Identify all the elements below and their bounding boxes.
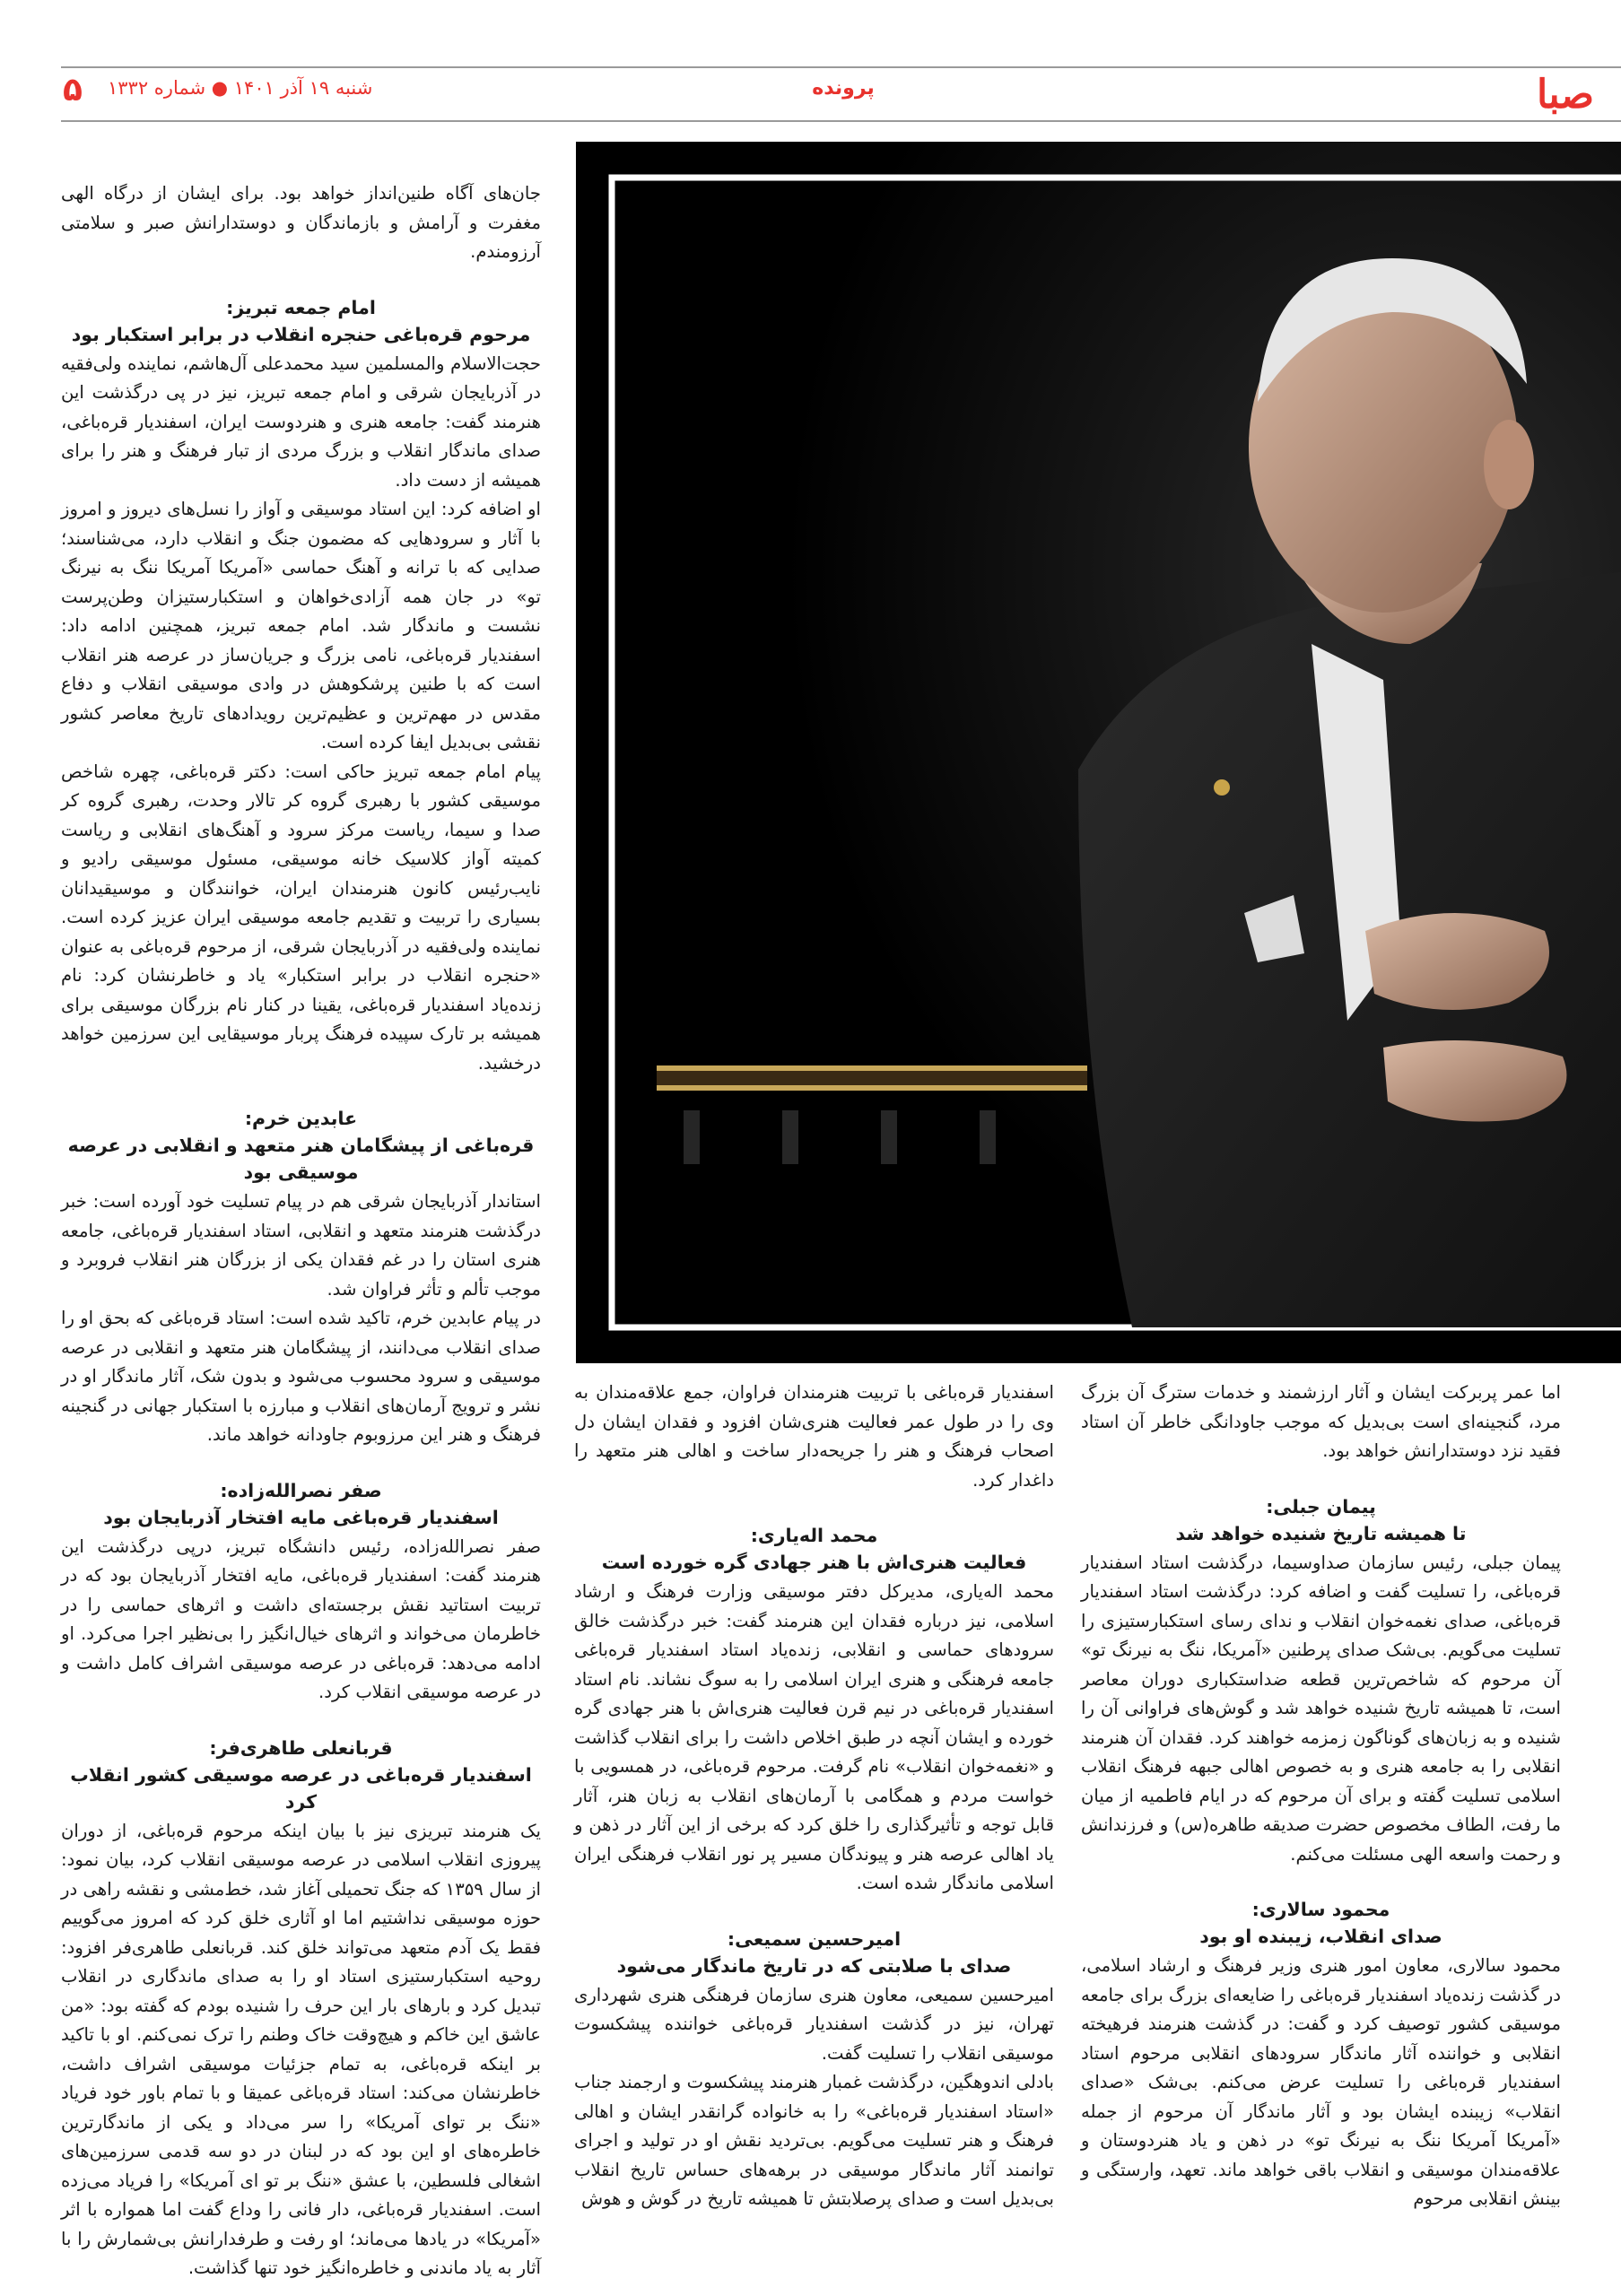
section-headline: اسفندیار قره‌باغی در عرصه موسیقی کشور انقلاب کرد (70, 1763, 532, 1813)
section-headline: فعالیت هنری‌اش با هنر جهادی گره خورده است (601, 1552, 1027, 1573)
header-top-rule (61, 66, 1621, 68)
section-speaker: محمد اله‌یاری: (750, 1525, 878, 1546)
section-speaker: پیمان جبلی: (1266, 1495, 1376, 1518)
column-right (1081, 1378, 1561, 2214)
portrait-illustration (576, 142, 1621, 1363)
section-paragraph: صفر نصرالله‌زاده، رئیس دانشگاه تبریز، درپی درگذشت این هنرمند گفت: اسفندیار قره‌باغی، مایه افتخار آذربایجان بود که در تربیت استاتید نقش برجسته‌ای داشت و اثرهای حماسی را در خاطرمان می‌خواند و اثرهای خیال‌انگیز را بی‌نظیر اجرا می‌کرد. او ادامه می‌دهد: قره‌باغی در عرصه موسیقی اشراف کامل داشت و در عرصه موسیقی انقلاب کرد. (61, 1535, 541, 1702)
section-paragraph: یک هنرمند تبریزی نیز با بیان اینکه مرحوم قره‌باغی، از دوران پیروزی انقلاب اسلامی در عرصه موسیقی انقلاب کرد، بیان نمود: از سال ۱۳۵۹ که جنگ تحمیلی آغاز شد، خط‌مشی و نقشه راهی در حوزه موسیقی نداشتیم اما او آثاری خلق کرد که امروز می‌گوییم فقط یک آدم متعهد می‌تواند خلق کند. قربانعلی طاهری‌فر افزود: روحیه استکبارستیزی استاد او را به صدای ماندگاری در انقلاب تبدیل کرد و بارهای بار این حرف را شنیده بودم که گفته بود: «من عاشق این خاکم و هیچ‌وقت خاک وطنم را ترک نمی‌کنم. او با تاکید بر اینکه قره‌باغی، به تمام جزئیات موسیقی اشراف داشت، خاطرنشان می‌کند: استاد قره‌باغی عمیقا و با تمام باور خود فریاد «ننگ بر توای آمریکا» را سر می‌داد و یکی از ماندگارترین خاطره‌های او این بود که در لبنان در دو سه قدمی سرزمین‌های اشغالی فلسطین، با عشق «ننگ بر تو ای آمریکا» را فریاد می‌زده است. اسفندیار قره‌باغی، دار فانی را وداع گفت اما همواره با اثر «آمریکا» در یادها می‌ماند؛ او رفت و طرفدارانش بی‌شمارش را با آثار به یاد ماندنی و خاطره‌انگیز خود تنها گذاشت. (61, 1820, 541, 2278)
section-paragraph: پیام امام جمعه تبریز حاکی است: دکتر قره‌باغی، چهره شاخص موسیقی کشور با رهبری گروه کر تالار وحدت، رهبری گروه کر صدا و سیما، ریاست مرکز سرود و آهنگ‌های انقلابی و ریاست کمیته آواز کلاسیک خانه موسیقی، مسئول موسیقی رادیو و نایب‌رئیس کانون هنرمندان ایران، خوانندگان و موسیقیدانان بسیاری را تربیت و تقدیم جامعه موسیقی ایران عزیز کرده است. نماینده ولی‌فقیه در آذربایجان شرقی، از مرحوم قره‌باغی به عنوان «حنجره انقلاب در برابر استکبار» یاد و خاطرنشان کرد: نام زنده‌یاد اسفندیار قره‌باغی، یقینا در کنار نام بزرگان موسیقی برای همیشه بر تارک سپیده فرهنگ پربار موسیقایی این سرزمین خواهد درخشید. (61, 761, 541, 1074)
column-middle-intro: اسفندیار قره‌باغی با تربیت هنرمندان فراوان، جمع علاقه‌مندان به وی را در طول عمر فعالیت هنری‌شان افزود و فقدان ایشان دل اصحاب فرهنگ و هنر را جریحه‌دار ساخت و اهالی هنر متعهد را داغدار کرد. (574, 1382, 1054, 1491)
portrait-photo (576, 142, 1621, 1363)
section-paragraph: در پیام عابدین خرم، تاکید شده است: استاد قره‌باغی که بحق او را صدای انقلاب می‌دانند، از پیشگامان هنر متعهد و انقلابی در عرصه موسیقی و سرود محسوب می‌شود و بدون شک، آثار ماندگار او در نشر و ترویج آرمان‌های انقلاب و مبارزه با استکبار جهانی در گنجینه فرهنگ و هنر این مرزوبوم جاودانه خواهد ماند. (61, 1308, 541, 1445)
section-headline: قره‌باغی از پیشگامان هنر متعهد و انقلابی در عرصه موسیقی بود (67, 1135, 535, 1183)
section-speaker: امام جمعه تبریز: (226, 296, 376, 318)
section-paragraph: بادلی اندوهگین، درگذشت غمبار هنرمند پیشکسوت و ارجمند جناب «استاد اسفندیار قره‌باغی» را به خانواده گرانقدر ایشان و اهالی فرهنگ و هنر تسلیت می‌گویم. بی‌تردید نقش او در تولید و اجرای توانمند آثار ماندگار موسیقی در برهه‌های حساس تاریخ انقلاب بی‌بدیل است و صدای پرصلابتش تا همیشه تاریخ در گوش و هوش (574, 2072, 1054, 2209)
section-headline: اسفندیار قره‌باغی مایه افتخار آذربایجان بود (103, 1506, 499, 1528)
section-paragraph: محمد اله‌یاری، مدیرکل دفتر موسیقی وزارت فرهنگ و ارشاد اسلامی، نیز درباره فقدان این هنرمند گفت: خبر درگذشت خالق سرودهای حماسی و انقلابی، زنده‌یاد استاد اسفندیار قره‌باغی جامعه فرهنگی و هنری ایران اسلامی را به سوگ نشاند. نام استاد اسفندیار قره‌باغی در نیم قرن فعالیت هنری‌اش با هنر جهادی گره خورده و ایشان آنچه در طبق اخلاص داشت را برای انقلاب گذاشت و «نغمه‌خوان انقلاب» نام گرفت. مرحوم قره‌باغی، در همسویی با خواست مردم و همگامی با آرمان‌های انقلاب به زبان هنر، آثار قابل توجه و تأثیرگذاری را خلق کرد که برخی از این آثار در ذهن و یاد اهالی عرصه هنر و پیوندگان مسیر پر نور انقلاب فرهنگی ایران اسلامی ماندگار شده است. (574, 1581, 1054, 1893)
section-headline: صدای با صلابتی که در تاریخ ماندگار می‌شود (616, 1954, 1012, 1977)
column-right-intro: اما عمر پربرکت ایشان و آثار ارزشمند و خدمات سترگ آن بزرگ مرد، گنجینه‌ای است بی‌بدیل که موجب جاودانگی خاطر آن استاد فقید نزد دوستدارانش خواهد بود. (1081, 1382, 1561, 1461)
section-speaker: صفر نصرالله‌زاده: (220, 1479, 382, 1501)
header-bottom-rule (61, 120, 1621, 122)
section-paragraph: امیرحسین سمیعی، معاون هنری سازمان فرهنگی هنری شهرداری تهران، نیز در گذشت اسفندیار قره‌باغی خواننده پیشکسوت موسیقی انقلاب را تسلیت گفت. (574, 1984, 1054, 2064)
section-headline: صدای انقلاب، زیبنده او بود (1199, 1926, 1442, 1947)
section-paragraph: پیمان جبلی، رئیس سازمان صداوسیما، درگذشت استاد اسفندیار قره‌باغی، را تسلیت گفت و اضافه کرد: درگذشت استاد اسفندیار قره‌باغی، صدای نغمه‌خوان انقلاب و ندای رسای استکبارستیزی را تسلیت می‌گویم. بی‌شک صدای پرطنین «آمریکا، ننگ به نیرنگ تو» آن مرحوم که شاخص‌ترین قطعه ضداستکباری دوران معاصر است، تا همیشه تاریخ شنیده خواهد شد و گوش‌های فراوانی آن را شنیده و به زبان‌های گوناگون زمزمه خواهند کرد. فقدان آن هنرمند انقلابی را به جامعه هنری و به خصوص اهالی جبهه فرهنگ انقلاب اسلامی تسلیت گفته و برای آن مرحوم که در ایام فاطمیه از میان ما رفت، الطاف مخصوص حضرت صدیقه طاهره(س) و فرزندانش و رحمت واسعه الهی مسئلت می‌کنم. (1081, 1552, 1561, 1865)
issue-date: شنبه ۱۹ آذر ۱۴۰۱ ● شماره ۱۳۳۲ (108, 77, 373, 99)
masthead-logo: صبا (1536, 72, 1594, 117)
section-paragraph: استاندار آذربایجان شرقی هم در پیام تسلیت خود آورده است: خبر درگذشت هنرمند متعهد و انقلابی، استاد اسفندیار قره‌باغی، جامعه هنری استان را در غم فقدان یکی از بزرگان هنر انقلاب فروبرد و موجب تألم و تأثر فراوان شد. (61, 1191, 541, 1300)
section-speaker: محمود سالاری: (1251, 1899, 1390, 1920)
section-speaker: امیرحسین سمیعی: (727, 1927, 902, 1950)
section-headline: تا همیشه تاریخ شنیده خواهد شد (1175, 1522, 1467, 1544)
section-title: پرونده (812, 77, 875, 100)
section-headline: مرحوم قره‌باغی حنجره انقلاب در برابر استکبار بود (71, 323, 531, 345)
column-left-intro: جان‌های آگاه طنین‌انداز خواهد بود. برای ایشان از درگاه الهی مغفرت و آرامش و بازماندگان و دوستدارانش صبر و سلامتی آرزومندم. (61, 183, 541, 262)
section-paragraph: او اضافه کرد: این استاد موسیقی و آواز را نسل‌های دیروز و امروز با آثار و سرودهایی که مضمون جنگ و انقلاب دارد، می‌شناسند؛ صدایی که با ترانه و آهنگ حماسی «آمریکا آمریکا ننگ به نیرنگ تو» در جان همه آزادی‌خواهان و استکبارستیزان وطن‌پرست نشست و ماندگار شد. امام جمعه تبریز، همچنین ادامه داد: اسفندیار قره‌باغی، نامی بزرگ و جریان‌ساز در عرصه هنر انقلاب است که با طنین پرشکوهش در وادی موسیقی انقلاب و دفاع مقدس در مهم‌ترین و عظیم‌ترین رویدادهای تاریخ معاصر کشور نقشی بی‌بدیل ایفا کرده است. (61, 499, 541, 752)
page-number: ۵ (63, 72, 83, 109)
section-speaker: عابدین خرم: (244, 1108, 358, 1129)
column-middle (574, 1378, 1054, 2214)
section-speaker: قربانعلی طاهری‌فر: (209, 1736, 393, 1759)
section-paragraph: محمود سالاری، معاون امور هنری وزیر فرهنگ و ارشاد اسلامی، در گذشت زنده‌یاد اسفندیار قره‌باغی را ضایعه‌ای بزرگ برای جامعه موسیقی کشور توصیف کرد و گفت: در گذشت هنرمند فرهیخته انقلابی و خواننده آثار ماندگار سرودهای انقلابی مرحوم استاد اسفندیار قره‌باغی را تسلیت عرض می‌کنم. بی‌شک «صدای انقلاب» زیبنده ایشان بود و آثار ماندگار آن مرحوم از جمله «آمریکا آمریکا ننگ به نیرنگ تو» در ذهن و یاد هنردوستان و علاقه‌مندان موسیقی و انقلاب باقی خواهد ماند. تعهد، وارستگی و بینش انقلابی مرحوم (1081, 1955, 1561, 2209)
section-paragraph: حجت‌الاسلام والمسلمین سید محمدعلی آل‌هاشم، نماینده ولی‌فقیه در آذربایجان شرقی و امام جمعه تبریز، نیز در پی درگذشت این هنرمند گفت: جامعه هنری و هنردوست ایران، اسفندیار قره‌باغی، صدای ماندگار انقلاب و بزرگ مردی از تبار فرهنگ و هنر را برای همیشه از دست داد. (61, 352, 541, 491)
column-left (61, 179, 541, 2283)
